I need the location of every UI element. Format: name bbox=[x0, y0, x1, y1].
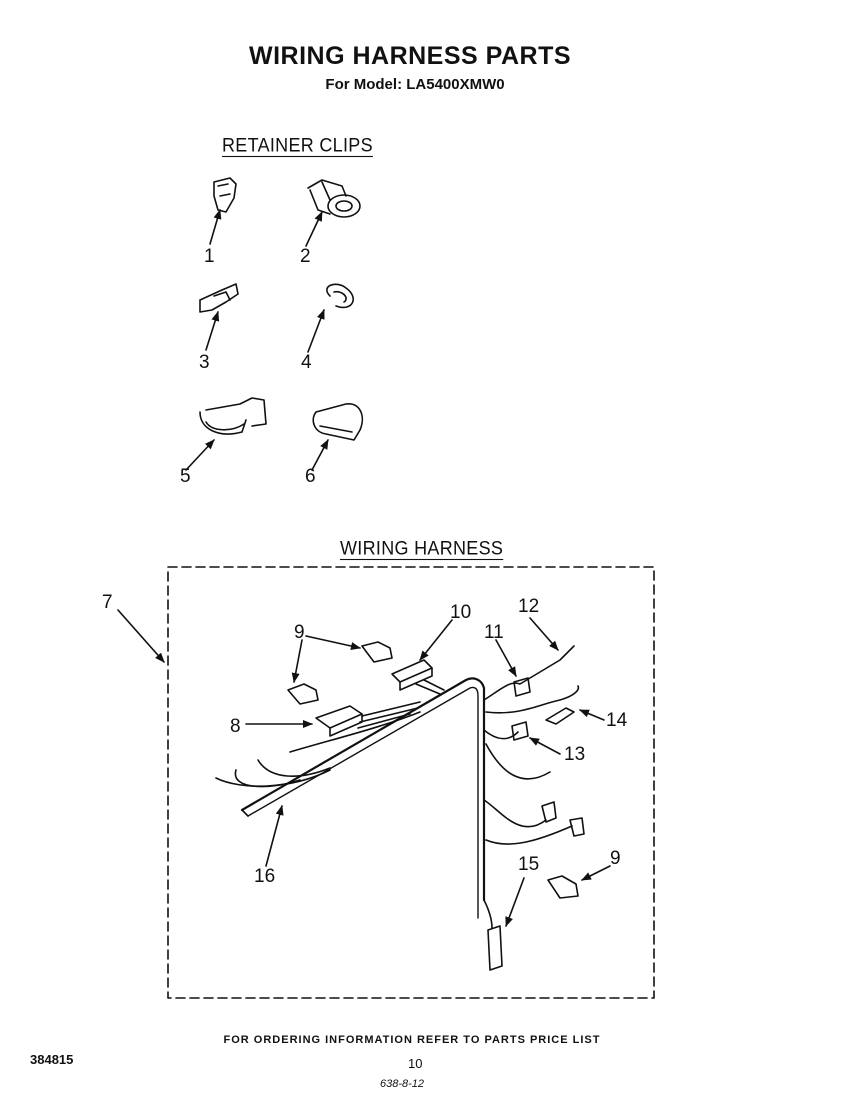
harness-label-15: 15 bbox=[518, 854, 540, 875]
ordering-note: FOR ORDERING INFORMATION REFER TO PARTS PRICE LIST bbox=[223, 1034, 601, 1046]
label-12-arrow bbox=[530, 618, 558, 650]
clip-2-arrow bbox=[306, 212, 322, 246]
label-9b-arrow bbox=[294, 640, 302, 682]
harness-label-8: 8 bbox=[230, 716, 241, 737]
document-number: 384815 bbox=[30, 1052, 74, 1067]
retainer-clip-1-drawing bbox=[210, 178, 236, 244]
harness-label-7: 7 bbox=[102, 592, 113, 613]
label-9a-arrow bbox=[306, 636, 360, 648]
clip-label-2: 2 bbox=[300, 246, 311, 267]
harness-label-14: 14 bbox=[606, 710, 628, 731]
wiring-harness-drawing bbox=[216, 642, 584, 970]
retainer-clip-5-drawing bbox=[186, 398, 266, 470]
label-14-arrow bbox=[580, 710, 604, 720]
clip-3-arrow bbox=[206, 312, 218, 350]
label-9c-arrow bbox=[582, 866, 610, 880]
clip-label-5: 5 bbox=[180, 466, 191, 487]
label-11-arrow bbox=[496, 640, 516, 676]
retainer-clip-4-drawing bbox=[308, 284, 353, 352]
label-15-arrow bbox=[506, 878, 524, 926]
harness-label-9c: 9 bbox=[610, 848, 621, 869]
clip-label-6: 6 bbox=[305, 466, 316, 487]
page-number: 10 bbox=[408, 1056, 423, 1071]
clip-4-arrow bbox=[308, 310, 324, 352]
harness-label-11: 11 bbox=[484, 622, 504, 643]
label-10-arrow bbox=[420, 620, 452, 660]
label-16-arrow bbox=[266, 806, 282, 866]
wiring-harness-heading: WIRING HARNESS bbox=[340, 536, 504, 559]
model-subtitle: For Model: LA5400XMW0 bbox=[325, 76, 505, 93]
harness-label-9a: 9 bbox=[294, 622, 305, 643]
retainer-clips-heading: RETAINER CLIPS bbox=[222, 133, 373, 156]
label-7-arrow bbox=[118, 610, 164, 662]
clip-1-arrow bbox=[210, 210, 220, 244]
retainer-clip-2-drawing bbox=[306, 180, 360, 246]
clip-label-3: 3 bbox=[199, 352, 210, 373]
harness-label-10: 10 bbox=[450, 602, 472, 623]
clip-label-1: 1 bbox=[204, 246, 215, 267]
clip-label-4: 4 bbox=[301, 352, 312, 373]
harness-label-13: 13 bbox=[564, 744, 586, 765]
harness-label-16: 16 bbox=[254, 866, 276, 887]
retainer-clip-6-drawing bbox=[312, 404, 362, 470]
retainer-clip-3-drawing bbox=[200, 284, 238, 350]
page-title: WIRING HARNESS PARTS bbox=[248, 42, 572, 70]
harness-label-12: 12 bbox=[518, 596, 540, 617]
label-13-arrow bbox=[530, 738, 560, 754]
diagram-code: 638-8-12 bbox=[380, 1078, 425, 1090]
